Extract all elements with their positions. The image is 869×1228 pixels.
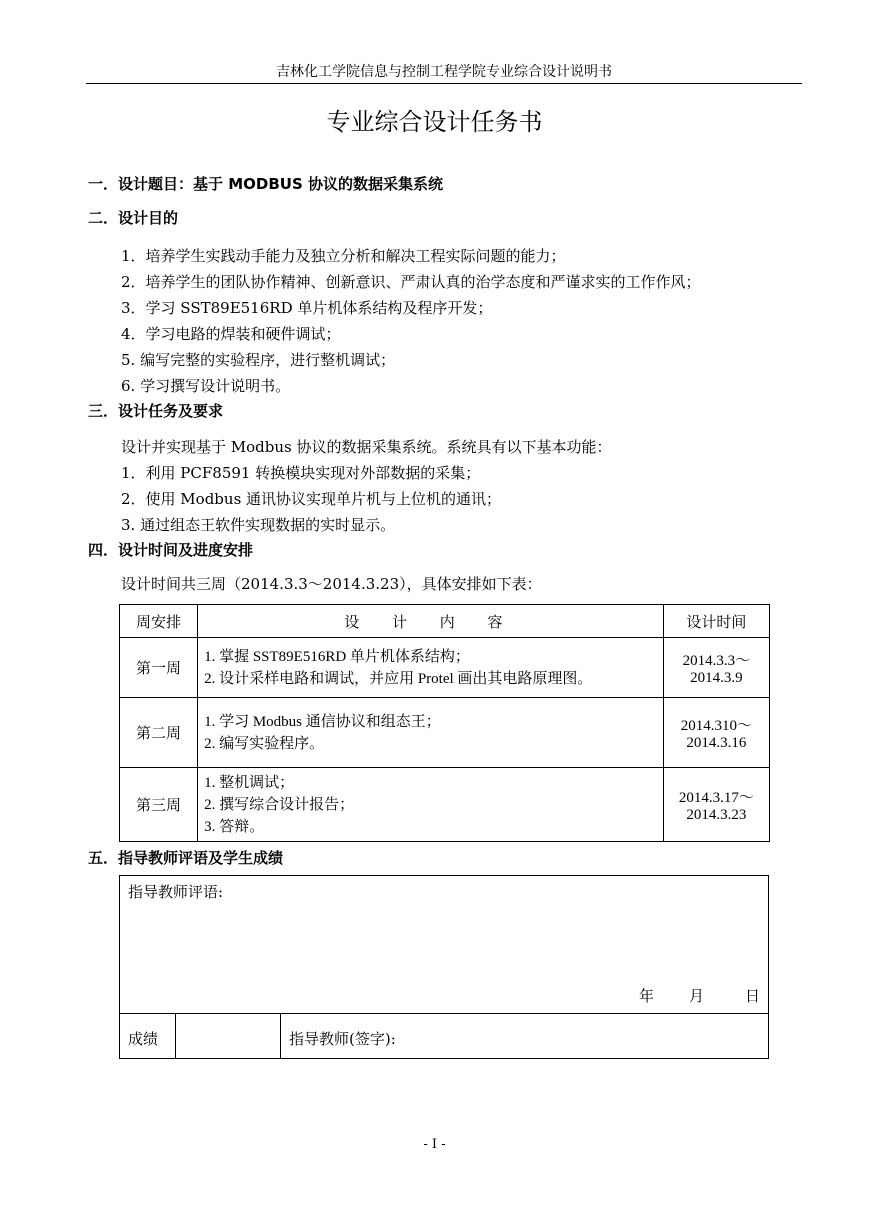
- table-header-row: [120, 605, 770, 638]
- column-header-content-text: 设 计 内 容: [344, 612, 517, 631]
- week-cell: 第三周: [120, 768, 198, 842]
- content-line: 2. 撰写综合设计报告；: [204, 796, 355, 813]
- purpose-item: 6. 学习撰写设计说明书。: [121, 377, 291, 395]
- cell-divider: [175, 1014, 176, 1059]
- table-row: [120, 698, 770, 768]
- task-item: 2．使用 Modbus 通讯协议实现单片机与上位机的通讯；: [121, 490, 502, 508]
- time-start: 2014.3.3～: [682, 652, 751, 669]
- section-5-heading: 五．指导教师评语及学生成绩: [88, 849, 284, 867]
- section-2-heading: 二．设计目的: [88, 209, 179, 227]
- page-header: 吉林化工学院信息与控制工程学院专业综合设计说明书: [276, 64, 612, 80]
- time-end: 2014.3.23: [686, 806, 747, 823]
- grade-label: 成绩: [128, 1030, 159, 1048]
- task-intro: 设计并实现基于 Modbus 协议的数据采集系统。系统具有以下基本功能：: [121, 438, 612, 456]
- purpose-item: 1．培养学生实践动手能力及独立分析和解决工程实际问题的能力；: [121, 247, 566, 265]
- content-line: 3. 答辩。: [204, 818, 265, 835]
- time-start: 2014.310～: [680, 717, 752, 734]
- purpose-item: 3．学习 SST89E516RD 单片机体系结构及程序开发；: [121, 299, 493, 317]
- purpose-item: 4．学习电路的焊装和硬件调试；: [121, 325, 341, 343]
- date-month: 月: [688, 987, 704, 1005]
- time-end: 2014.3.9: [690, 669, 743, 686]
- content-line: 2. 设计采样电路和调试，并应用 Protel 画出其电路原理图。: [204, 670, 593, 687]
- content-line: 1. 整机调试；: [204, 774, 295, 791]
- content-cell: [198, 698, 664, 768]
- task-item: 3. 通过组态王软件实现数据的实时显示。: [121, 516, 396, 534]
- section-3-heading: 三．设计任务及要求: [88, 402, 224, 420]
- date-line: [639, 986, 760, 1006]
- content-cell: [198, 638, 664, 698]
- column-header-time: 设计时间: [663, 605, 769, 638]
- content-line: 1. 掌握 SST89E516RD 单片机体系结构；: [204, 648, 470, 665]
- time-cell: [663, 768, 769, 842]
- purpose-item: 2．培养学生的团队协作精神、创新意识、严肃认真的治学态度和严谨求实的工作作风；: [121, 273, 701, 291]
- section-1-heading: 一．设计题目：基于 MODBUS 协议的数据采集系统: [88, 175, 443, 193]
- content-line: 1. 学习 Modbus 通信协议和组态王；: [204, 713, 441, 730]
- table-row: [120, 638, 770, 698]
- table-row: [120, 768, 770, 842]
- schedule-table: [119, 604, 770, 842]
- week-cell: 第一周: [120, 638, 198, 698]
- week-cell: 第二周: [120, 698, 198, 768]
- content-cell: [198, 768, 664, 842]
- section-4-heading: 四．设计时间及进度安排: [88, 541, 254, 559]
- task-item: 1．利用 PCF8591 转换模块实现对外部数据的采集；: [121, 464, 481, 482]
- column-header-content: [198, 605, 664, 638]
- time-cell: [663, 698, 769, 768]
- cell-divider: [280, 1014, 281, 1059]
- column-header-week: 周安排: [120, 605, 198, 638]
- schedule-intro: 设计时间共三周（2014.3.3～2014.3.23），具体安排如下表：: [121, 575, 542, 593]
- date-day: 日: [744, 987, 760, 1005]
- date-year: 年: [638, 987, 654, 1005]
- content-line: 2. 编写实验程序。: [204, 735, 325, 752]
- time-cell: [663, 638, 769, 698]
- page-number: - I -: [423, 1137, 446, 1152]
- grade-row: [120, 1013, 768, 1059]
- signature-label: 指导教师(签字):: [289, 1030, 396, 1048]
- purpose-item: 5. 编写完整的实验程序，进行整机调试；: [121, 351, 396, 369]
- header-divider: [86, 83, 802, 84]
- time-start: 2014.3.17～: [678, 789, 754, 806]
- page-title: 专业综合设计任务书: [326, 108, 543, 136]
- evaluation-box: [119, 875, 769, 1059]
- time-end: 2014.3.16: [686, 734, 747, 751]
- comment-label: 指导教师评语:: [128, 883, 224, 901]
